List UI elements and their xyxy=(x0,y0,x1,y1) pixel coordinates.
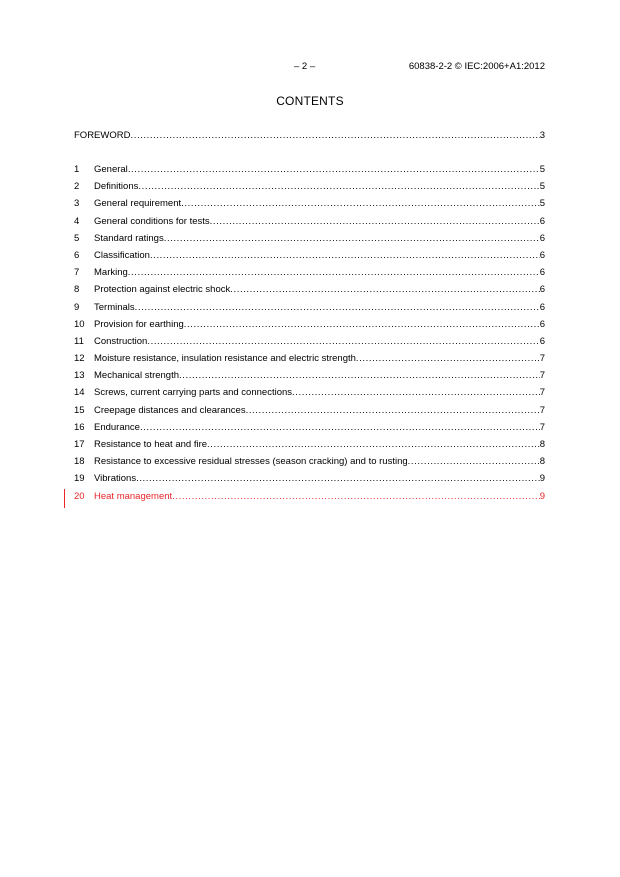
dot-leader xyxy=(130,127,539,144)
toc-entry-title: Construction xyxy=(94,335,148,347)
page-number: – 2 – xyxy=(294,61,316,72)
contents-heading: CONTENTS xyxy=(276,94,344,108)
toc-entry[interactable] xyxy=(74,384,545,401)
toc-entry-page: 7 xyxy=(539,370,545,382)
toc-entry-page: 6 xyxy=(539,301,545,313)
toc-entry-title: Mechanical strength xyxy=(94,370,180,382)
dot-leader xyxy=(140,419,540,436)
toc-entry-page: 7 xyxy=(539,404,545,416)
dot-leader xyxy=(138,178,539,195)
toc-entry[interactable] xyxy=(74,436,545,453)
toc-entry-page: 5 xyxy=(539,198,545,210)
toc-entry-title: Moisture resistance, insulation resistance and electric strength xyxy=(94,353,356,365)
toc-entry-number: 10 xyxy=(74,318,85,330)
dot-leader xyxy=(184,316,540,333)
toc-entry-number: 2 xyxy=(74,181,80,193)
dot-leader xyxy=(172,488,540,505)
toc-entry[interactable] xyxy=(74,195,545,212)
toc-entry-page: 7 xyxy=(539,353,545,365)
dot-leader xyxy=(246,402,540,419)
toc-entry-number: 20 xyxy=(74,490,85,502)
toc-entry-title: Standard ratings xyxy=(94,232,164,244)
dot-leader xyxy=(230,281,539,298)
toc-entry-number: 3 xyxy=(74,198,80,210)
toc-entry-page: 6 xyxy=(539,335,545,347)
dot-leader xyxy=(150,247,540,264)
toc-entry[interactable] xyxy=(74,230,545,247)
toc-entry[interactable] xyxy=(74,470,545,487)
toc-entry-number: 11 xyxy=(74,335,84,347)
toc-entry-page: 6 xyxy=(539,284,545,296)
toc-entry-number: 4 xyxy=(74,215,80,227)
toc-entry-foreword[interactable] xyxy=(74,127,545,144)
toc-entry-title: Creepage distances and clearances xyxy=(94,404,246,416)
toc-entry[interactable] xyxy=(74,161,545,178)
toc-entry-number: 9 xyxy=(74,301,80,313)
toc-entry-title: Provision for earthing xyxy=(94,318,184,330)
toc-entry-title: General xyxy=(94,164,128,175)
toc-entry-title: Resistance to heat and fire xyxy=(94,439,208,450)
toc-entry[interactable] xyxy=(74,453,545,470)
toc-entry-number: 7 xyxy=(74,267,80,279)
toc-entry-page: 8 xyxy=(539,456,545,468)
toc-entry-title: Classification xyxy=(94,249,150,261)
dot-leader xyxy=(128,161,540,178)
toc-entry[interactable] xyxy=(74,178,545,195)
toc-entry-page: 7 xyxy=(539,387,545,399)
toc-entry-page: 6 xyxy=(539,318,545,330)
toc-entry-page: 9 xyxy=(539,490,545,502)
toc-entry-number: 16 xyxy=(74,421,85,433)
toc-entry-page: 6 xyxy=(539,232,545,244)
toc-entry[interactable] xyxy=(74,316,545,333)
toc-entry-number: 1 xyxy=(74,164,80,175)
toc-entry-page: 3 xyxy=(539,130,545,141)
toc-entry-number: 15 xyxy=(74,404,85,416)
toc-entry-title: Terminals xyxy=(94,301,135,313)
toc-entry[interactable] xyxy=(74,333,545,350)
dot-leader xyxy=(207,436,540,453)
toc-entry[interactable] xyxy=(74,281,545,298)
dot-leader xyxy=(356,350,540,367)
toc-entry-number: 19 xyxy=(74,473,85,485)
toc-entry-number: 8 xyxy=(74,284,80,296)
toc-entry-page: 5 xyxy=(539,164,545,175)
toc-entry-title: Heat management xyxy=(94,490,173,502)
toc-entry-number: 14 xyxy=(74,387,85,399)
toc-entry-title: Definitions xyxy=(94,181,139,193)
toc-entry[interactable] xyxy=(74,402,545,419)
toc-entry-number: 6 xyxy=(74,249,80,261)
toc-entry-title: Protection against electric shock xyxy=(94,284,231,296)
toc-entry-page: 7 xyxy=(539,421,545,433)
toc-entry-number: 17 xyxy=(74,439,85,450)
toc-entry[interactable] xyxy=(74,247,545,264)
page-header xyxy=(0,61,620,75)
toc-entry-title: Endurance xyxy=(94,421,140,433)
toc-entry[interactable] xyxy=(74,264,545,281)
toc-entry-page: 8 xyxy=(539,439,545,450)
dot-leader xyxy=(210,213,540,230)
dot-leader xyxy=(181,195,540,212)
toc-entry[interactable] xyxy=(74,419,545,436)
toc-entry-page: 6 xyxy=(539,249,545,261)
dot-leader xyxy=(292,384,540,401)
dot-leader xyxy=(136,470,540,487)
dot-leader xyxy=(164,230,540,247)
toc-entry-title: General conditions for tests xyxy=(94,215,210,227)
amendment-change-bar xyxy=(64,489,65,508)
dot-leader xyxy=(408,453,540,470)
toc-entry-title: Vibrations xyxy=(94,473,137,485)
dot-leader xyxy=(147,333,539,350)
toc-entry-number: 5 xyxy=(74,232,80,244)
toc-entry-title: Screws, current carrying parts and connections xyxy=(94,387,293,399)
toc-entry[interactable] xyxy=(74,488,545,505)
toc-entry-page: 5 xyxy=(539,181,545,193)
toc-entry-title: Marking xyxy=(94,267,128,279)
toc-entry-number: 12 xyxy=(74,353,85,365)
toc-entry-page: 6 xyxy=(539,215,545,227)
toc-entry[interactable] xyxy=(74,213,545,230)
toc-entry[interactable] xyxy=(74,367,545,384)
toc-entry[interactable] xyxy=(74,299,545,316)
toc-entry-number: 13 xyxy=(74,370,85,382)
toc-entry-title: General requirement xyxy=(94,198,182,210)
document-reference: 60838-2-2 © IEC:2006+A1:2012 xyxy=(408,61,545,72)
toc-entry-title: Resistance to excessive residual stresses (season cracking) and to rusting xyxy=(94,456,408,468)
toc-entry-number: 18 xyxy=(74,456,85,468)
toc-entry-title: FOREWORD xyxy=(74,130,131,141)
toc-list xyxy=(74,161,545,505)
toc-entry-page: 9 xyxy=(539,473,545,485)
toc-entry-page: 6 xyxy=(539,267,545,279)
dot-leader xyxy=(128,264,540,281)
toc-foreword xyxy=(74,127,545,144)
toc-entry[interactable] xyxy=(74,350,545,367)
dot-leader xyxy=(135,299,540,316)
dot-leader xyxy=(179,367,540,384)
